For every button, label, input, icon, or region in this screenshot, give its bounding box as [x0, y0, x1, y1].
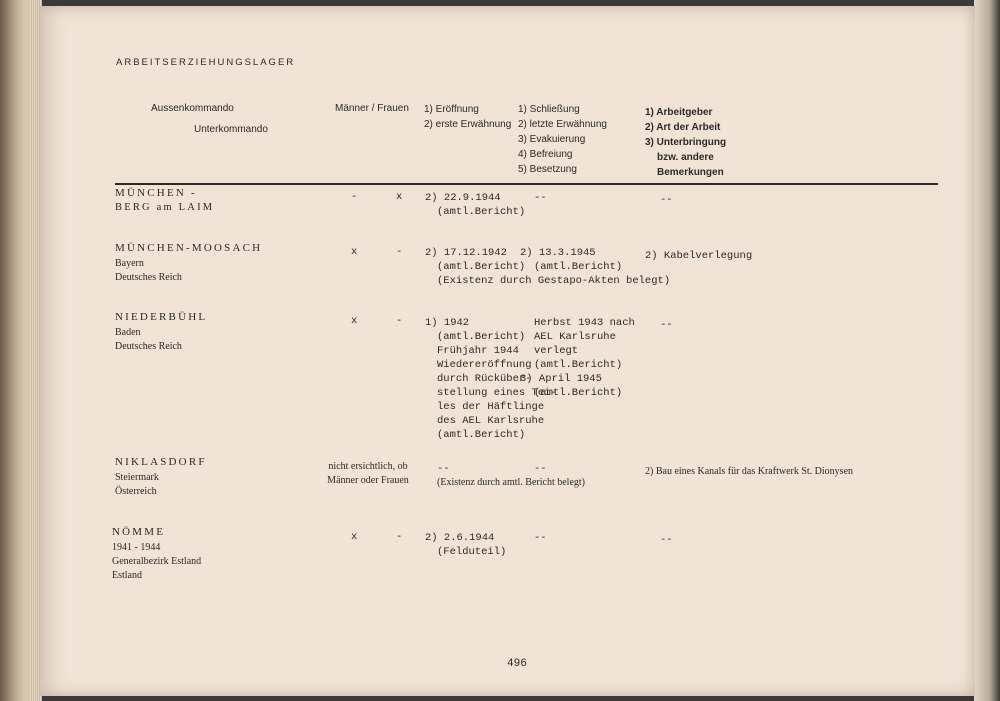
- header-maenner-frauen: Männer / Frauen: [335, 103, 409, 114]
- entry-name-block: [115, 242, 262, 285]
- entry-sub: Österreich: [115, 486, 157, 497]
- entry-sub: Steiermark: [115, 472, 159, 483]
- cell-line: 1) 1942: [425, 317, 470, 329]
- entry-sub: Estland: [112, 570, 142, 581]
- entry-name-block: [112, 526, 201, 583]
- cell-line: (amtl.Bericht): [534, 387, 623, 399]
- entry-name-block: [115, 311, 207, 354]
- cell-line: Männer oder Frauen: [327, 475, 409, 486]
- cell-line: (amtl.Bericht): [437, 331, 526, 343]
- entry-col4: 2) Bau eines Kanals für das Kraftwerk St. Dionysen: [645, 466, 854, 477]
- entry-name: MÜNCHEN-MOOSACH: [115, 242, 263, 254]
- header-line: 3) Evakuierung: [518, 134, 586, 145]
- entry-mf-text: [318, 460, 418, 488]
- entry-maenner: -: [351, 191, 358, 203]
- cell-line: Herbst 1943 nach: [534, 317, 635, 329]
- cell-line: (Felduteil): [437, 546, 507, 558]
- entry-frauen: -: [396, 246, 403, 258]
- entry-name: MÜNCHEN -: [115, 187, 197, 199]
- entry-sub: Baden: [115, 327, 141, 338]
- cell-line: (amtl.Bericht): [437, 261, 526, 273]
- header-col-eroeffnung: [424, 102, 511, 132]
- cell-line: 2) 17.12.1942: [425, 247, 507, 259]
- header-unterkommando: Unterkommando: [194, 124, 268, 135]
- cell-line: (Existenz durch Gestapo-Akten belegt): [437, 275, 671, 287]
- header-aussenkommando: Aussenkommando: [151, 103, 234, 114]
- header-line: 1) Schließung: [518, 104, 580, 115]
- cell-line: --: [437, 463, 450, 475]
- cell-line: Wiedereröffnung: [437, 359, 532, 371]
- cell-line: stellung eines Tei-: [437, 387, 557, 399]
- entry-sub: Deutsches Reich: [115, 272, 182, 283]
- entry-name: NIEDERBÜHL: [115, 311, 208, 323]
- cell-line: (amtl.Bericht): [534, 359, 623, 371]
- entry-col3: --: [534, 192, 547, 204]
- header-line: 2) letzte Erwähnung: [518, 119, 607, 130]
- entry-frauen: x: [396, 191, 403, 203]
- cell-line: 2) 13.3.1945: [520, 247, 596, 259]
- header-rule: [115, 183, 938, 185]
- entry-sub: Deutsches Reich: [115, 341, 182, 352]
- entry-col4: --: [660, 319, 673, 331]
- header-line: 1) Eröffnung: [424, 104, 479, 115]
- cell-line: (amtl.Bericht): [534, 261, 623, 273]
- header-col-schliessung: [518, 102, 607, 177]
- page-number: 496: [507, 658, 527, 670]
- entry-frauen: -: [396, 531, 403, 543]
- entry-name-block: [115, 456, 207, 499]
- page-title: ARBEITSERZIEHUNGSLAGER: [116, 57, 296, 68]
- entry-name: NIKLASDORF: [115, 456, 207, 468]
- cell-line: durch Rücküber-: [437, 373, 532, 385]
- entry-col3: --: [534, 463, 547, 475]
- cell-line: 2) 2.6.1944: [425, 532, 495, 544]
- entry-sub: Bayern: [115, 258, 144, 269]
- header-line: 2) erste Erwähnung: [424, 119, 512, 130]
- header-line: 1) Arbeitgeber: [645, 107, 713, 118]
- entry-name: NÖMME: [112, 526, 166, 538]
- entry-maenner: x: [351, 531, 358, 543]
- entry-col4: 2) Kabelverlegung: [645, 250, 753, 262]
- entry-maenner: x: [351, 315, 358, 327]
- entry-col2: [425, 191, 525, 219]
- header-line: 4) Befreiung: [518, 149, 573, 160]
- entry-sub: 1941 - 1944: [112, 542, 161, 553]
- cell-line: (amtl.Bericht): [437, 429, 526, 441]
- cell-line: 3) April 1945: [520, 373, 602, 385]
- entry-col2: [425, 531, 506, 559]
- cell-line: verlegt: [534, 345, 579, 357]
- entry-name-block: [115, 187, 214, 213]
- entry-col3: [520, 316, 635, 400]
- entry-col2: [437, 462, 585, 490]
- entry-col3: [520, 246, 622, 274]
- header-line: bzw. andere: [657, 152, 714, 163]
- cell-line: (amtl.Bericht): [437, 206, 526, 218]
- header-line: Bemerkungen: [657, 167, 724, 178]
- entry-sub: Generalbezirk Estland: [112, 556, 202, 567]
- entry-col3: --: [534, 532, 547, 544]
- header-line: 2) Art der Arbeit: [645, 122, 721, 133]
- header-line: 5) Besetzung: [518, 164, 577, 175]
- entry-col4: --: [660, 534, 673, 546]
- entry-col4: --: [660, 194, 673, 206]
- cell-line: les der Häftlinge: [437, 401, 545, 413]
- entry-frauen: -: [396, 315, 403, 327]
- cell-line: (Existenz durch amtl. Bericht belegt): [437, 477, 586, 488]
- cell-line: 2) 22.9.1944: [425, 192, 501, 204]
- cell-line: nicht ersichtlich, ob: [328, 461, 408, 472]
- header-line: 3) Unterbringung: [645, 137, 727, 148]
- cell-line: des AEL Karlsruhe: [437, 415, 545, 427]
- book-right-edge: [974, 0, 1000, 701]
- entry-maenner: x: [351, 246, 358, 258]
- cell-line: AEL Karlsruhe: [534, 331, 616, 343]
- cell-line: Frühjahr 1944: [437, 345, 519, 357]
- entry-sub: BERG am LAIM: [115, 202, 215, 213]
- header-col-arbeitgeber: [645, 105, 726, 180]
